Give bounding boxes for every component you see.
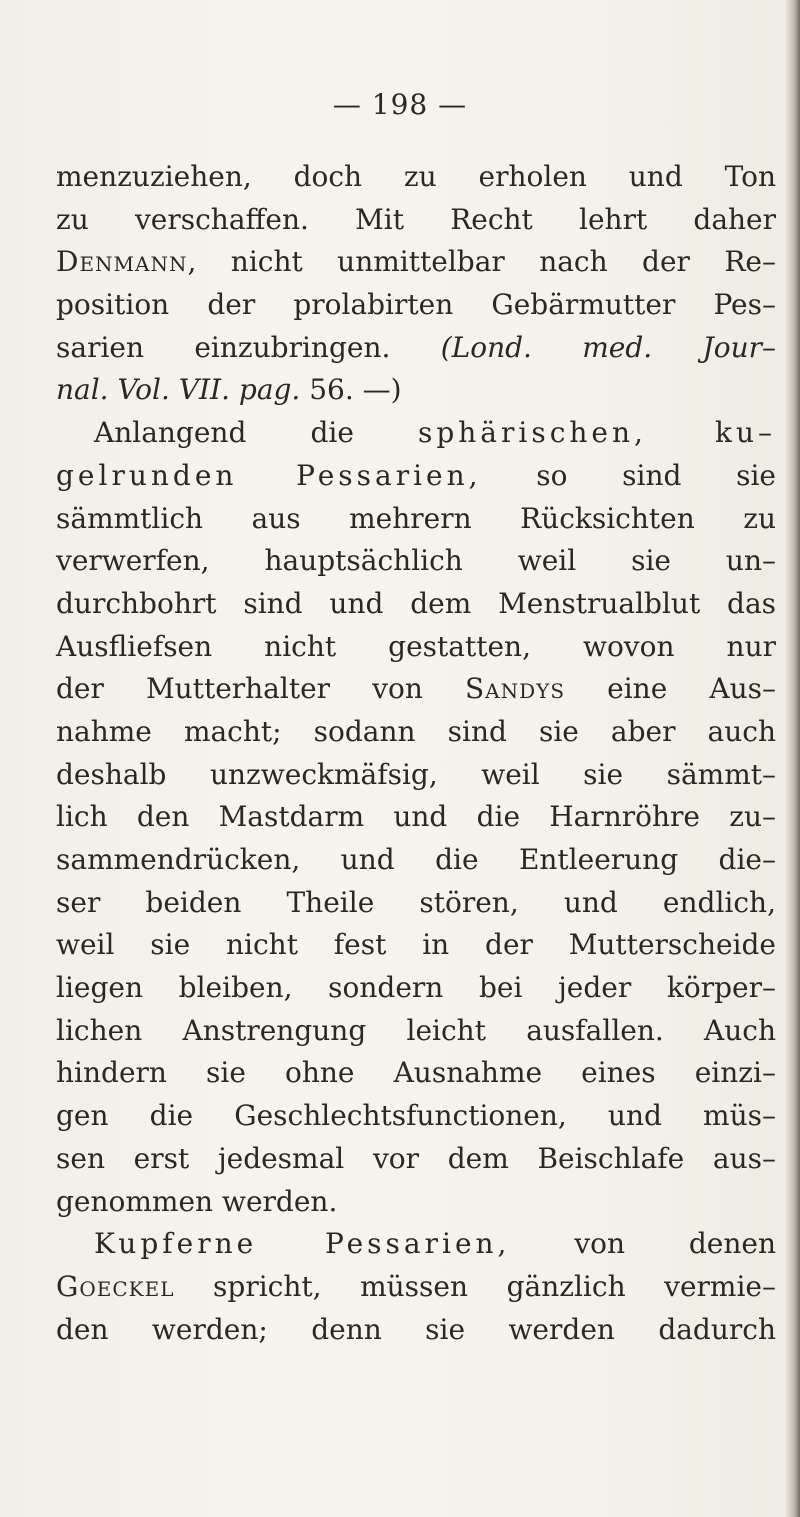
text-line: [56, 924, 776, 967]
text-segment: von denen: [510, 1227, 777, 1261]
text-line: [56, 498, 776, 541]
text-segment: Anlangend die: [94, 416, 418, 450]
body-text: [56, 156, 776, 1351]
text-line: [56, 1266, 776, 1309]
text-line: [56, 1181, 776, 1224]
text-line: [56, 156, 776, 199]
text-segment: Kupferne Pessarien,: [94, 1227, 511, 1261]
text-line: [56, 327, 776, 370]
text-line: [56, 626, 776, 669]
text-line: [56, 711, 776, 754]
text-segment: eine Aus–: [565, 672, 776, 706]
text-segment: genommen werden.: [56, 1184, 338, 1218]
text-segment: verwerfen, hauptsächlich weil sie un–: [56, 544, 776, 578]
text-segment: zu verschaffen. Mit Recht lehrt daher: [56, 202, 776, 236]
text-line: [56, 455, 776, 498]
text-line: [56, 1010, 776, 1053]
text-segment: so sind sie: [481, 458, 776, 492]
text-line: [56, 1095, 776, 1138]
text-segment: Denmann: [56, 245, 188, 279]
text-segment: hindern sie ohne Ausnahme eines einzi–: [56, 1056, 776, 1090]
text-segment: Ausfliefsen nicht gestatten, wovon nur: [56, 629, 776, 663]
text-line: [56, 1309, 776, 1352]
text-line: [56, 284, 776, 327]
text-line: [56, 1223, 776, 1266]
text-segment: der Mutterhalter von: [56, 672, 465, 706]
text-segment: sen erst jedesmal vor dem Beischlafe aus–: [56, 1141, 776, 1175]
text-line: [56, 882, 776, 925]
text-segment: Sandys: [464, 672, 566, 706]
text-segment: durchbohrt sind und dem Menstrualblut das: [56, 586, 776, 620]
text-segment: 56. —): [300, 373, 402, 407]
text-line: [56, 540, 776, 583]
text-segment: sämmtlich aus mehrern Rücksichten zu: [56, 501, 776, 535]
text-segment: (Lond. med. Jour–: [440, 330, 777, 364]
text-segment: nahme macht; sodann sind sie aber auch: [56, 714, 776, 748]
text-line: [56, 668, 776, 711]
text-segment: spricht, müssen gänzlich vermie–: [174, 1269, 776, 1303]
text-line: [56, 1052, 776, 1095]
text-line: [56, 241, 776, 284]
text-segment: menzuziehen, doch zu erholen und Ton: [56, 160, 776, 193]
text-segment: lich den Mastdarm und die Harnröhre zu–: [56, 800, 776, 834]
text-line: [56, 839, 776, 882]
page-number: — 198 —: [332, 88, 468, 121]
text-line: [56, 412, 776, 455]
text-line: [56, 754, 776, 797]
text-segment: sarien einzubringen.: [56, 330, 441, 364]
text-line: [56, 967, 776, 1010]
text-segment: , nicht unmittelbar nach der Re–: [187, 245, 776, 279]
text-segment: nal. Vol. VII. pag.: [56, 373, 301, 407]
text-segment: sphärischen, ku–: [417, 416, 776, 450]
text-segment: deshalb unzweckmäfsig, weil sie sämmt–: [56, 757, 776, 791]
text-segment: Goeckel: [56, 1269, 175, 1303]
text-segment: weil sie nicht fest in der Mutterscheide: [56, 928, 776, 962]
text-line: [56, 1138, 776, 1181]
text-segment: position der prolabirten Gebärmutter Pes–: [56, 288, 776, 322]
text-line: [56, 796, 776, 839]
text-segment: gen die Geschlechtsfunctionen, und müs–: [56, 1099, 776, 1133]
text-segment: liegen bleiben, sondern bei jeder körper–: [56, 971, 776, 1005]
text-segment: gelrunden Pessarien,: [56, 458, 482, 492]
text-line: [56, 369, 776, 412]
text-segment: den werden; denn sie werden dadurch: [56, 1312, 776, 1346]
text-segment: lichen Anstrengung leicht ausfallen. Auch: [56, 1013, 776, 1047]
text-segment: ser beiden Theile stören, und endlich,: [56, 885, 776, 919]
text-segment: sammendrücken, und die Entleerung die–: [56, 843, 776, 876]
text-line: [56, 583, 776, 626]
page-edge-shadow: [786, 0, 800, 1517]
text-line: [56, 199, 776, 242]
